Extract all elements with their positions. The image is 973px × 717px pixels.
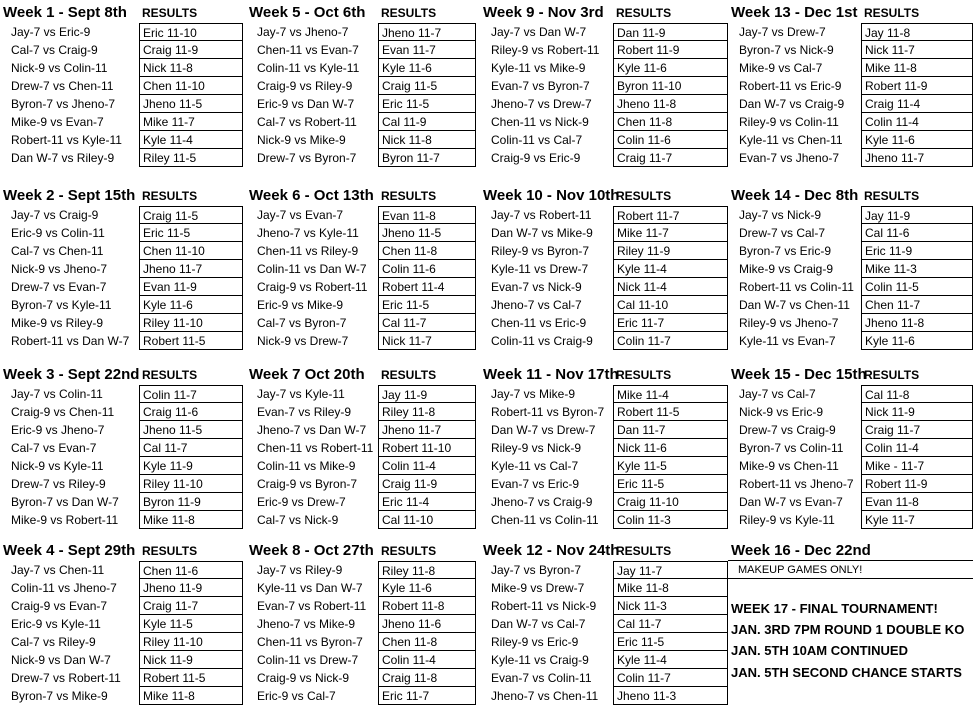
game-matchup: Evan-7 vs Nick-9: [491, 280, 582, 294]
game-matchup: Chen-11 vs Colin-11: [491, 513, 599, 527]
game-matchup: Dan W-7 vs Mike-9: [491, 226, 593, 240]
result-cell: Eric 11-5: [378, 296, 476, 314]
game-matchup: Colin-11 vs Jheno-7: [11, 581, 117, 595]
result-cell: Kyle 11-6: [378, 59, 476, 77]
game-matchup: Mike-9 vs Robert-11: [11, 513, 119, 527]
result-cell: Mike 11-8: [861, 59, 973, 77]
result-cell: Chen 11-7: [861, 296, 973, 314]
result-cell: Eric 11-5: [139, 224, 243, 242]
game-matchup: Jheno-7 vs Craig-9: [491, 495, 593, 509]
result-cell: Chen 11-10: [139, 77, 243, 95]
game-matchup: Jheno-7 vs Dan W-7: [257, 423, 367, 437]
result-cell: Colin 11-4: [861, 113, 973, 131]
results-header: RESULTS: [864, 189, 920, 203]
game-matchup: Mike-9 vs Evan-7: [11, 115, 104, 129]
result-cell: Eric 11-5: [613, 475, 728, 493]
game-matchup: Colin-11 vs Dan W-7: [257, 262, 367, 276]
game-matchup: Evan-7 vs Riley-9: [257, 405, 352, 419]
result-cell: Jheno 11-7: [861, 149, 973, 167]
game-matchup: Nick-9 vs Eric-9: [739, 405, 824, 419]
game-matchup: Kyle-11 vs Evan-7: [739, 334, 836, 348]
result-cell: Colin 11-6: [613, 131, 728, 149]
result-cell: Robert 11-5: [613, 403, 728, 421]
game-matchup: Craig-9 vs Evan-7: [11, 599, 108, 613]
game-matchup: Nick-9 vs Drew-7: [257, 334, 349, 348]
game-matchup: Jay-7 vs Nick-9: [739, 208, 822, 222]
result-cell: Cal 11-10: [378, 511, 476, 529]
game-matchup: Eric-9 vs Jheno-7: [11, 423, 105, 437]
week-title: Week 3 - Sept 22nd: [3, 366, 140, 383]
result-cell: Colin 11-5: [861, 278, 973, 296]
game-matchup: Byron-7 vs Kyle-11: [11, 298, 112, 312]
result-cell: Kyle 11-9: [139, 457, 243, 475]
result-cell: Jheno 11-3: [613, 687, 728, 705]
final-line-4: JAN. 5TH SECOND CHANCE STARTS: [731, 665, 962, 680]
result-cell: Dan 11-7: [613, 421, 728, 439]
result-cell: Mike - 11-7: [861, 457, 973, 475]
result-cell: Craig 11-9: [378, 475, 476, 493]
game-matchup: Craig-9 vs Byron-7: [257, 477, 358, 491]
game-matchup: Byron-7 vs Colin-11: [739, 441, 844, 455]
game-matchup: Robert-11 vs Nick-9: [491, 599, 597, 613]
result-cell: Eric 11-5: [613, 633, 728, 651]
game-matchup: Jay-7 vs Kyle-11: [257, 387, 345, 401]
result-cell: Robert 11-9: [861, 475, 973, 493]
game-matchup: Cal-7 vs Byron-7: [257, 316, 347, 330]
result-cell: Jheno 11-8: [861, 314, 973, 332]
result-cell: Craig 11-9: [139, 41, 243, 59]
result-cell: Kyle 11-6: [861, 332, 973, 350]
result-cell: Eric 11-7: [613, 314, 728, 332]
final-line-3: JAN. 5TH 10AM CONTINUED: [731, 643, 908, 658]
result-cell: Eric 11-10: [139, 23, 243, 41]
game-matchup: Cal-7 vs Robert-11: [257, 115, 357, 129]
result-cell: Riley 11-8: [378, 403, 476, 421]
game-matchup: Robert-11 vs Dan W-7: [11, 334, 130, 348]
game-matchup: Jay-7 vs Byron-7: [491, 563, 582, 577]
game-matchup: Chen-11 vs Byron-7: [257, 635, 363, 649]
week-16-title: Week 16 - Dec 22nd: [731, 542, 871, 559]
game-matchup: Mike-9 vs Cal-7: [739, 61, 823, 75]
week-title: Week 11 - Nov 17th: [483, 366, 619, 383]
result-cell: Riley 11-10: [139, 475, 243, 493]
result-cell: Cal 11-7: [613, 615, 728, 633]
results-header: RESULTS: [381, 6, 437, 20]
result-cell: Cal 11-8: [861, 385, 973, 403]
game-matchup: Jheno-7 vs Kyle-11: [257, 226, 359, 240]
week-title: Week 7 Oct 20th: [249, 366, 365, 383]
result-cell: Dan 11-9: [613, 23, 728, 41]
result-cell: Jheno 11-7: [139, 260, 243, 278]
result-cell: Robert 11-10: [378, 439, 476, 457]
result-cell: Nick 11-9: [861, 403, 973, 421]
week-title: Week 15 - Dec 15th: [731, 366, 867, 383]
week-title: Week 14 - Dec 8th: [731, 187, 859, 204]
game-matchup: Drew-7 vs Byron-7: [257, 151, 357, 165]
result-cell: Craig 11-7: [613, 149, 728, 167]
game-matchup: Chen-11 vs Evan-7: [257, 43, 359, 57]
game-matchup: Evan-7 vs Jheno-7: [739, 151, 840, 165]
game-matchup: Byron-7 vs Jheno-7: [11, 97, 116, 111]
result-cell: Craig 11-7: [861, 421, 973, 439]
game-matchup: Cal-7 vs Riley-9: [11, 635, 96, 649]
week-title: Week 9 - Nov 3rd: [483, 4, 604, 21]
week-title: Week 6 - Oct 13th: [249, 187, 374, 204]
game-matchup: Dan W-7 vs Riley-9: [11, 151, 115, 165]
game-matchup: Robert-11 vs Jheno-7: [739, 477, 854, 491]
game-matchup: Byron-7 vs Nick-9: [739, 43, 834, 57]
game-matchup: Riley-9 vs Jheno-7: [739, 316, 839, 330]
week-title: Week 4 - Sept 29th: [3, 542, 136, 559]
game-matchup: Cal-7 vs Craig-9: [11, 43, 98, 57]
result-cell: Kyle 11-4: [139, 131, 243, 149]
result-cell: Colin 11-4: [378, 651, 476, 669]
game-matchup: Riley-9 vs Robert-11: [491, 43, 600, 57]
game-matchup: Kyle-11 vs Craig-9: [491, 653, 589, 667]
result-cell: Cal 11-10: [613, 296, 728, 314]
results-header: RESULTS: [616, 368, 672, 382]
game-matchup: Riley-9 vs Eric-9: [491, 635, 579, 649]
results-header: RESULTS: [381, 368, 437, 382]
result-cell: Riley 11-9: [613, 242, 728, 260]
game-matchup: Eric-9 vs Cal-7: [257, 689, 336, 703]
game-matchup: Craig-9 vs Chen-11: [11, 405, 115, 419]
game-matchup: Evan-7 vs Colin-11: [491, 671, 592, 685]
result-cell: Kyle 11-6: [613, 59, 728, 77]
result-cell: Jheno 11-7: [378, 421, 476, 439]
game-matchup: Jay-7 vs Cal-7: [739, 387, 816, 401]
result-cell: Robert 11-5: [139, 332, 243, 350]
result-cell: Cal 11-6: [861, 224, 973, 242]
game-matchup: Chen-11 vs Eric-9: [491, 316, 587, 330]
results-header: RESULTS: [381, 189, 437, 203]
game-matchup: Mike-9 vs Riley-9: [11, 316, 104, 330]
game-matchup: Colin-11 vs Kyle-11: [257, 61, 360, 75]
result-cell: Craig 11-7: [139, 597, 243, 615]
result-cell: Byron 11-9: [139, 493, 243, 511]
game-matchup: Dan W-7 vs Drew-7: [491, 423, 596, 437]
game-matchup: Eric-9 vs Drew-7: [257, 495, 346, 509]
game-matchup: Jay-7 vs Drew-7: [739, 25, 826, 39]
game-matchup: Jay-7 vs Mike-9: [491, 387, 576, 401]
game-matchup: Jheno-7 vs Chen-11: [491, 689, 599, 703]
result-cell: Chen 11-8: [613, 113, 728, 131]
game-matchup: Riley-9 vs Byron-7: [491, 244, 590, 258]
game-matchup: Kyle-11 vs Chen-11: [739, 133, 843, 147]
game-matchup: Kyle-11 vs Mike-9: [491, 61, 586, 75]
game-matchup: Eric-9 vs Kyle-11: [11, 617, 101, 631]
game-matchup: Jay-7 vs Evan-7: [257, 208, 344, 222]
result-cell: Kyle 11-7: [861, 511, 973, 529]
result-cell: Evan 11-8: [378, 206, 476, 224]
result-cell: Robert 11-9: [613, 41, 728, 59]
result-cell: Jheno 11-7: [378, 23, 476, 41]
result-cell: Eric 11-4: [378, 493, 476, 511]
result-cell: Evan 11-7: [378, 41, 476, 59]
results-header: RESULTS: [142, 544, 198, 558]
final-line-2: JAN. 3RD 7PM ROUND 1 DOUBLE KO: [731, 622, 965, 637]
game-matchup: Byron-7 vs Eric-9: [739, 244, 832, 258]
result-cell: Eric 11-5: [378, 95, 476, 113]
game-matchup: Colin-11 vs Craig-9: [491, 334, 593, 348]
result-cell: Kyle 11-6: [139, 296, 243, 314]
results-header: RESULTS: [142, 6, 198, 20]
result-cell: Chen 11-8: [378, 633, 476, 651]
game-matchup: Dan W-7 vs Craig-9: [739, 97, 845, 111]
week-title: Week 2 - Sept 15th: [3, 187, 136, 204]
result-cell: Craig 11-5: [139, 206, 243, 224]
result-cell: Jay 11-9: [861, 206, 973, 224]
result-cell: Cal 11-7: [378, 314, 476, 332]
result-cell: Riley 11-8: [378, 561, 476, 579]
game-matchup: Jheno-7 vs Drew-7: [491, 97, 592, 111]
result-cell: Evan 11-9: [139, 278, 243, 296]
results-header: RESULTS: [616, 544, 672, 558]
game-matchup: Jay-7 vs Robert-11: [491, 208, 592, 222]
result-cell: Craig 11-8: [378, 669, 476, 687]
result-cell: Chen 11-10: [139, 242, 243, 260]
result-cell: Nick 11-8: [139, 59, 243, 77]
game-matchup: Craig-9 vs Eric-9: [491, 151, 581, 165]
week-title: Week 12 - Nov 24th: [483, 542, 620, 559]
result-cell: Robert 11-4: [378, 278, 476, 296]
result-cell: Chen 11-8: [378, 242, 476, 260]
result-cell: Mike 11-8: [613, 579, 728, 597]
result-cell: Jheno 11-5: [139, 95, 243, 113]
results-header: RESULTS: [864, 6, 920, 20]
makeup-note: MAKEUP GAMES ONLY!: [738, 564, 863, 576]
results-header: RESULTS: [616, 6, 672, 20]
game-matchup: Nick-9 vs Colin-11: [11, 61, 108, 75]
results-header: RESULTS: [864, 368, 920, 382]
result-cell: Mike 11-7: [139, 113, 243, 131]
game-matchup: Eric-9 vs Dan W-7: [257, 97, 355, 111]
game-matchup: Dan W-7 vs Cal-7: [491, 617, 586, 631]
result-cell: Colin 11-3: [613, 511, 728, 529]
game-matchup: Cal-7 vs Nick-9: [257, 513, 339, 527]
game-matchup: Jay-7 vs Craig-9: [11, 208, 99, 222]
game-matchup: Jheno-7 vs Cal-7: [491, 298, 582, 312]
game-matchup: Robert-11 vs Kyle-11: [11, 133, 122, 147]
result-cell: Robert 11-9: [861, 77, 973, 95]
result-cell: Jay 11-8: [861, 23, 973, 41]
game-matchup: Chen-11 vs Riley-9: [257, 244, 359, 258]
game-matchup: Colin-11 vs Mike-9: [257, 459, 356, 473]
result-cell: Jheno 11-9: [139, 579, 243, 597]
result-cell: Nick 11-8: [378, 131, 476, 149]
game-matchup: Chen-11 vs Nick-9: [491, 115, 589, 129]
result-cell: Colin 11-4: [861, 439, 973, 457]
game-matchup: Drew-7 vs Chen-11: [11, 79, 114, 93]
result-cell: Mike 11-4: [613, 385, 728, 403]
game-matchup: Riley-9 vs Kyle-11: [739, 513, 835, 527]
result-cell: Nick 11-9: [139, 651, 243, 669]
result-cell: Riley 11-5: [139, 149, 243, 167]
game-matchup: Drew-7 vs Craig-9: [739, 423, 836, 437]
game-matchup: Colin-11 vs Cal-7: [491, 133, 583, 147]
game-matchup: Eric-9 vs Colin-11: [11, 226, 105, 240]
result-cell: Colin 11-6: [378, 260, 476, 278]
game-matchup: Kyle-11 vs Dan W-7: [257, 581, 363, 595]
result-cell: Nick 11-6: [613, 439, 728, 457]
result-cell: Robert 11-7: [613, 206, 728, 224]
week-title: Week 13 - Dec 1st: [731, 4, 858, 21]
game-matchup: Craig-9 vs Robert-11: [257, 280, 368, 294]
result-cell: Mike 11-7: [613, 224, 728, 242]
game-matchup: Nick-9 vs Mike-9: [257, 133, 346, 147]
game-matchup: Jay-7 vs Riley-9: [257, 563, 343, 577]
game-matchup: Evan-7 vs Byron-7: [491, 79, 590, 93]
game-matchup: Robert-11 vs Eric-9: [739, 79, 842, 93]
game-matchup: Jay-7 vs Colin-11: [11, 387, 103, 401]
game-matchup: Cal-7 vs Evan-7: [11, 441, 97, 455]
result-cell: Chen 11-6: [139, 561, 243, 579]
results-header: RESULTS: [381, 544, 437, 558]
result-cell: Colin 11-7: [613, 669, 728, 687]
result-cell: Kyle 11-5: [613, 457, 728, 475]
result-cell: Jay 11-9: [378, 385, 476, 403]
game-matchup: Drew-7 vs Evan-7: [11, 280, 107, 294]
week-title: Week 8 - Oct 27th: [249, 542, 374, 559]
game-matchup: Byron-7 vs Dan W-7: [11, 495, 119, 509]
result-cell: Jheno 11-8: [613, 95, 728, 113]
week-title: Week 10 - Nov 10th: [483, 187, 620, 204]
result-cell: Eric 11-9: [861, 242, 973, 260]
game-matchup: Evan-7 vs Robert-11: [257, 599, 367, 613]
results-header: RESULTS: [142, 368, 198, 382]
final-line-1: WEEK 17 - FINAL TOURNAMENT!: [731, 601, 938, 616]
game-matchup: Drew-7 vs Robert-11: [11, 671, 121, 685]
result-cell: Craig 11-6: [139, 403, 243, 421]
result-cell: Mike 11-8: [139, 687, 243, 705]
game-matchup: Jay-7 vs Chen-11: [11, 563, 105, 577]
game-matchup: Drew-7 vs Riley-9: [11, 477, 106, 491]
game-matchup: Jheno-7 vs Mike-9: [257, 617, 356, 631]
result-cell: Kyle 11-4: [613, 260, 728, 278]
result-cell: Colin 11-4: [378, 457, 476, 475]
result-cell: Riley 11-10: [139, 314, 243, 332]
results-header: RESULTS: [142, 189, 198, 203]
result-cell: Cal 11-7: [139, 439, 243, 457]
game-matchup: Chen-11 vs Robert-11: [257, 441, 374, 455]
game-matchup: Riley-9 vs Nick-9: [491, 441, 582, 455]
result-cell: Robert 11-5: [139, 669, 243, 687]
result-cell: Jheno 11-5: [139, 421, 243, 439]
result-cell: Nick 11-7: [861, 41, 973, 59]
result-cell: Jay 11-7: [613, 561, 728, 579]
result-cell: Kyle 11-5: [139, 615, 243, 633]
game-matchup: Dan W-7 vs Chen-11: [739, 298, 850, 312]
result-cell: Eric 11-7: [378, 687, 476, 705]
result-cell: Nick 11-7: [378, 332, 476, 350]
results-header: RESULTS: [616, 189, 672, 203]
game-matchup: Drew-7 vs Cal-7: [739, 226, 826, 240]
game-matchup: Nick-9 vs Dan W-7: [11, 653, 111, 667]
game-matchup: Jay-7 vs Jheno-7: [257, 25, 349, 39]
result-cell: Kyle 11-6: [861, 131, 973, 149]
result-cell: Kyle 11-4: [613, 651, 728, 669]
result-cell: Craig 11-10: [613, 493, 728, 511]
result-cell: Mike 11-8: [139, 511, 243, 529]
result-cell: Craig 11-5: [378, 77, 476, 95]
game-matchup: Byron-7 vs Mike-9: [11, 689, 108, 703]
game-matchup: Nick-9 vs Kyle-11: [11, 459, 104, 473]
result-cell: Nick 11-3: [613, 597, 728, 615]
result-cell: Jheno 11-5: [378, 224, 476, 242]
game-matchup: Mike-9 vs Drew-7: [491, 581, 585, 595]
game-matchup: Robert-11 vs Byron-7: [491, 405, 605, 419]
game-matchup: Evan-7 vs Eric-9: [491, 477, 580, 491]
result-cell: Riley 11-10: [139, 633, 243, 651]
result-cell: Robert 11-8: [378, 597, 476, 615]
game-matchup: Mike-9 vs Chen-11: [739, 459, 839, 473]
result-cell: Craig 11-4: [861, 95, 973, 113]
game-matchup: Kyle-11 vs Cal-7: [491, 459, 579, 473]
game-matchup: Jay-7 vs Dan W-7: [491, 25, 587, 39]
game-matchup: Kyle-11 vs Drew-7: [491, 262, 589, 276]
week-title: Week 1 - Sept 8th: [3, 4, 127, 21]
result-cell: Mike 11-3: [861, 260, 973, 278]
game-matchup: Colin-11 vs Drew-7: [257, 653, 359, 667]
result-cell: Colin 11-7: [613, 332, 728, 350]
result-cell: Colin 11-7: [139, 385, 243, 403]
game-matchup: Dan W-7 vs Evan-7: [739, 495, 843, 509]
result-cell: Kyle 11-6: [378, 579, 476, 597]
result-cell: Cal 11-9: [378, 113, 476, 131]
game-matchup: Nick-9 vs Jheno-7: [11, 262, 108, 276]
game-matchup: Craig-9 vs Riley-9: [257, 79, 353, 93]
result-cell: Byron 11-10: [613, 77, 728, 95]
game-matchup: Robert-11 vs Colin-11: [739, 280, 854, 294]
game-matchup: Cal-7 vs Chen-11: [11, 244, 104, 258]
game-matchup: Eric-9 vs Mike-9: [257, 298, 344, 312]
game-matchup: Riley-9 vs Colin-11: [739, 115, 839, 129]
game-matchup: Jay-7 vs Eric-9: [11, 25, 91, 39]
game-matchup: Craig-9 vs Nick-9: [257, 671, 350, 685]
game-matchup: Mike-9 vs Craig-9: [739, 262, 834, 276]
result-cell: Nick 11-4: [613, 278, 728, 296]
result-cell: Byron 11-7: [378, 149, 476, 167]
result-cell: Evan 11-8: [861, 493, 973, 511]
result-cell: Jheno 11-6: [378, 615, 476, 633]
week-title: Week 5 - Oct 6th: [249, 4, 366, 21]
